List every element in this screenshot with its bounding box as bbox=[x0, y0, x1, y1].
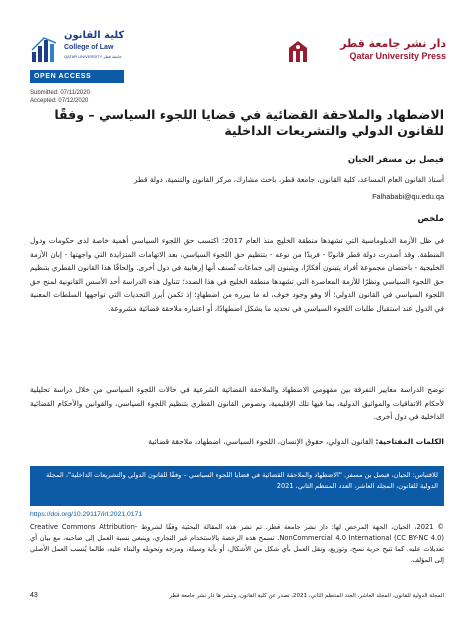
keywords-label: الكلمات المفتاحية: bbox=[375, 437, 444, 446]
press-logo-arabic: دار نشر جامعة قطر bbox=[340, 37, 446, 50]
law-logo-english: College of Law bbox=[64, 44, 114, 51]
law-logo-university: QATAR UNIVERSITY جامعة قطر bbox=[64, 54, 122, 59]
college-of-law-emblem-icon bbox=[30, 34, 58, 64]
qu-press-emblem-icon bbox=[286, 38, 310, 64]
citation-box: للاقتباس: الحيان، فيصل بن مسفر. "الاضطهاد والملاحقة القضائية في قضايا اللجوء السياسي – وفقًا للقانون الدولي والتشريعات الداخلية"، المجلة الدولية للقانون، المجلد العاشر، العدد المنتظم الثاني، 2021 bbox=[30, 466, 444, 506]
abstract-paragraph-2: توضح الدراسة معايير التفرقة بين مفهومي الاضطهاد والملاحقة القضائية الشرعية في حالات اللجوء السياسي من خلال دراسة تحليلية لأحكام الاتفاقيات والمواثيق الدولية، بما فيها تلك الإقليمية، ونصوص القانون القطري بتنظيم اللجوء السياسي، والقوانين والأحكام القضائية الداخلية في دول أخرى. bbox=[30, 385, 444, 421]
college-of-law-logo bbox=[30, 30, 125, 70]
article-title: الاضطهاد والملاحقة القضائية في قضايا اللجوء السياسي – وفقًا للقانون الدولي والتشريعات الداخلية bbox=[54, 107, 444, 138]
author-affiliation: أستاذ القانون العام المساعد، كلية القانون، جامعة قطر، باحث مشارك، مركز القانون والتنمية، دولة قطر bbox=[134, 175, 444, 184]
open-access-badge: OPEN ACCESS bbox=[30, 70, 124, 83]
law-logo-arabic: كلية القانون bbox=[64, 30, 125, 41]
submission-dates bbox=[30, 89, 90, 105]
page-number: 43 bbox=[30, 592, 38, 599]
keywords-list: القانون الدولي، حقوق الإنسان، اللجوء السياسي، اضطهاد، ملاحقة قضائية bbox=[148, 437, 374, 446]
journal-footer: المجلة الدولية للقانون، المجلد العاشر، العدد المنتظم الثاني، 2021، تصدر عن كلية القانون، وتنشر ها دار نشر جامعة قطر bbox=[169, 593, 444, 599]
author-name: فيصل بن مسفر الحيان bbox=[347, 155, 444, 165]
submitted-date: Submitted: 07/11/2020 bbox=[30, 90, 90, 96]
doi-link[interactable]: https://doi.org/10.29117/irl.2021.0171 bbox=[30, 511, 143, 518]
keywords bbox=[30, 436, 444, 448]
license-text: © 2021، الحيان، الجهة المرخص لها: دار نشر جامعة قطر. تم نشر هذه المقالة البحثية وفقًا لشروط Creative Commons Attribution-NonCommercial 4.0 International (CC BY-NC 4.0). تسمح هذه الرخصة بالاستخدام غير التجاري، وينبغي نسبة العمل إلى صاحبه، مع بيان أي تعديلات عليه. كما تتيح حرية نسخ، وتوزيع، ونقل العمل بأي شكل من الأشكال، أو بأية وسيلة، ومزجه وتحويله والبناء عليه، طالما يُنسب العمل الأصلي إلى المؤلف. bbox=[30, 523, 444, 564]
abstract-heading: ملخص bbox=[417, 214, 444, 224]
author-email[interactable]: Falhababi@qu.edu.qa bbox=[372, 192, 444, 201]
press-logo-english: Qatar University Press bbox=[349, 51, 446, 61]
accepted-date: Accepted: 07/12/2020 bbox=[30, 98, 89, 104]
qu-press-logo bbox=[286, 38, 446, 64]
abstract-paragraph-1: في ظل الأزمة الدبلوماسية التي تشهدها منطقة الخليج منذ العام 2017؛ اكتسب حق اللجوء السياسي أهمية خاصة لدى حكومات ودول المنطقة. وقد أصدرت دولة قطر قانونًا - فريدًا من نوعه - بتنظيم حق اللجوء السياسي، بعد الاتهامات المتزايدة التي واجهتها - إبان الأزمة الخليجية - باحتضان مجموعة أفراد يتبنون أفكارًا، ويتبنون إلى جماعات تُصنف أنها إرهابية في دول أخرى. وإلحاقًا هذا القانون القطري بتنظيم حق اللجوء السياسي ونظرًا للأزمة المعاصرة التي تشهدها منطقة الخليج في هذا الصدد؛ تتناول هذه الدراسة أحد الأسس القانونية لمنح حق اللجوء السياسي في القانون الدولي؛ ألا وهو وجود خوف، له ما يبرره من اضطهادٍ؛ إذ تكمن أبرز التحديات التي تواجهها السلطات المعنية في الدول عند استقبال طلبات اللجوء السياسي في تحديد ما يشكل اضطهادًا، أو اعتباره ملاحقة قضائية مشروعة. bbox=[30, 236, 444, 313]
